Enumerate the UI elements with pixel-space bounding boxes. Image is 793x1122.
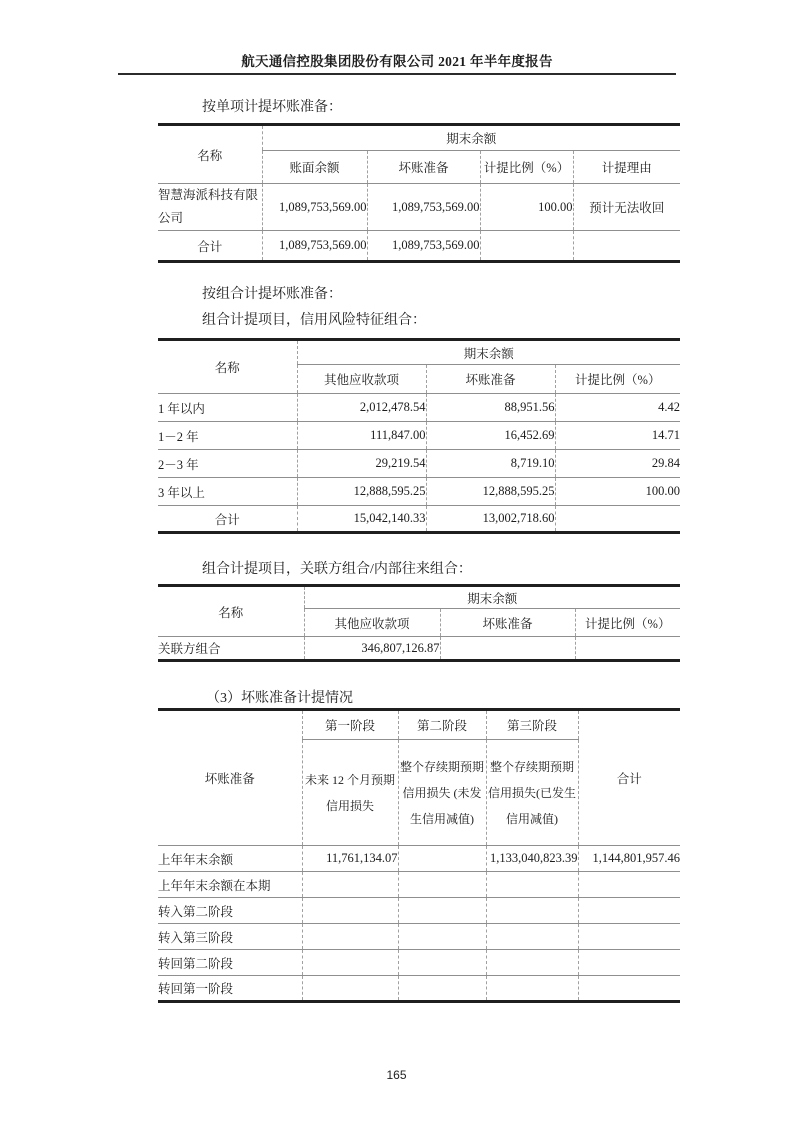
- table-row: [158, 394, 680, 422]
- cell-total-value: [578, 898, 680, 924]
- cell-bad-debt-provision: 88,951.56: [426, 394, 555, 422]
- cell-total-label: 合计: [158, 506, 297, 533]
- cell-other-receivables: 12,888,595.25: [297, 478, 426, 506]
- column-header-book-balance: 账面余额: [262, 151, 367, 184]
- cell-total-value: 1,144,801,957.46: [578, 846, 680, 872]
- cell-stage3-value: 1,133,040,823.39: [486, 846, 578, 872]
- cell-stage2-value: [398, 846, 486, 872]
- cell-row-label: 转入第二阶段: [158, 898, 302, 924]
- group-header-period-end-balance: 期末余额: [304, 586, 680, 609]
- cell-total-provision-reason: [573, 231, 680, 262]
- credit-risk-group-table: [158, 338, 680, 534]
- section-heading-provision-status: （3）坏账准备计提情况: [206, 691, 353, 706]
- provision-stages-table: [158, 708, 680, 1003]
- column-header-provision-reason: 计提理由: [573, 151, 680, 184]
- cell-provision-reason: 预计无法收回: [573, 184, 680, 231]
- section-heading-single-item: 按单项计提坏账准备：: [202, 100, 342, 115]
- column-header-bad-debt-provision: 坏账准备: [426, 365, 555, 394]
- table-row: [158, 422, 680, 450]
- cell-stage2-value: [398, 976, 486, 1002]
- cell-row-label: 转回第一阶段: [158, 976, 302, 1002]
- cell-other-receivables: 29,219.54: [297, 450, 426, 478]
- cell-provision-ratio: [575, 637, 680, 661]
- stage2-description: 整个存续期预期信用损失 (未发生信用减值): [398, 740, 486, 846]
- cell-total-value: [578, 872, 680, 898]
- table-row: [158, 184, 680, 231]
- cell-aging-label: 1 年以内: [158, 394, 297, 422]
- group-header-period-end-balance: 期末余额: [297, 340, 680, 365]
- table-row: [158, 898, 680, 924]
- cell-total-value: [578, 950, 680, 976]
- cell-total-value: [578, 976, 680, 1002]
- cell-other-receivables: 2,012,478.54: [297, 394, 426, 422]
- column-header-name: 名称: [218, 605, 244, 620]
- column-header-provision-ratio: 计提比例（%）: [555, 365, 680, 394]
- column-header-total: 合计: [578, 710, 680, 846]
- table-row: [158, 478, 680, 506]
- cell-stage2-value: [398, 898, 486, 924]
- related-party-group-table: [158, 584, 680, 662]
- cell-total-book-balance: 1,089,753,569.00: [262, 231, 367, 262]
- cell-stage1-value: [302, 976, 398, 1002]
- cell-bad-debt-provision: 12,888,595.25: [426, 478, 555, 506]
- column-header-stage2: 第二阶段: [398, 710, 486, 740]
- table-row: [158, 637, 680, 661]
- cell-group-label: 关联方组合: [158, 637, 304, 661]
- column-header-name: 名称: [214, 361, 240, 375]
- section-heading-by-group: 按组合计提坏账准备：: [202, 287, 342, 302]
- cell-stage1-value: [302, 872, 398, 898]
- cell-total-value: [578, 924, 680, 950]
- cell-bad-debt-provision: 1,089,753,569.00: [367, 184, 480, 231]
- cell-bad-debt-provision: 16,452.69: [426, 422, 555, 450]
- column-header-bad-debt-provision: 坏账准备: [440, 609, 575, 637]
- column-header-name: 名称: [197, 148, 223, 163]
- cell-stage2-value: [398, 872, 486, 898]
- cell-book-balance: 1,089,753,569.00: [262, 184, 367, 231]
- cell-bad-debt-provision: [440, 637, 575, 661]
- cell-provision-ratio: 4.42: [555, 394, 680, 422]
- table-total-row: [158, 231, 680, 262]
- column-header-stage1: 第一阶段: [302, 710, 398, 740]
- cell-aging-label: 3 年以上: [158, 478, 297, 506]
- cell-provision-ratio: 14.71: [555, 422, 680, 450]
- cell-stage2-value: [398, 950, 486, 976]
- cell-stage1-value: [302, 924, 398, 950]
- section-heading-credit-risk-group: 组合计提项目，信用风险特征组合：: [202, 313, 426, 328]
- cell-stage1-value: 11,761,134.07: [302, 846, 398, 872]
- cell-stage3-value: [486, 924, 578, 950]
- stage3-description: 整个存续期预期信用损失(已发生信用减值): [486, 740, 578, 846]
- header-rule: [118, 73, 676, 75]
- cell-total-other-receivables: 15,042,140.33: [297, 506, 426, 533]
- cell-other-receivables: 346,807,126.87: [304, 637, 440, 661]
- cell-stage3-value: [486, 976, 578, 1002]
- table-row: [158, 846, 680, 872]
- table-total-row: [158, 506, 680, 533]
- page-content: [118, 0, 681, 1003]
- stage1-description: 未来 12 个月预期信用损失: [302, 740, 398, 846]
- table-row: [158, 872, 680, 898]
- cell-aging-label: 2－3 年: [158, 450, 297, 478]
- cell-provision-ratio: 29.84: [555, 450, 680, 478]
- cell-entity-name: 智慧海派科技有限公司: [158, 184, 262, 231]
- cell-row-label: 转入第三阶段: [158, 924, 302, 950]
- cell-other-receivables: 111,847.00: [297, 422, 426, 450]
- cell-total-bad-debt-provision: 13,002,718.60: [426, 506, 555, 533]
- cell-stage3-value: [486, 898, 578, 924]
- table-row: [158, 924, 680, 950]
- section-heading-related-party-group: 组合计提项目，关联方组合/内部往来组合：: [202, 562, 472, 577]
- page-number: 165: [386, 1068, 407, 1082]
- column-header-other-receivables: 其他应收款项: [304, 609, 440, 637]
- cell-total-provision-ratio: [480, 231, 573, 262]
- cell-total-bad-debt-provision: 1,089,753,569.00: [367, 231, 480, 262]
- cell-stage2-value: [398, 924, 486, 950]
- column-header-provision-ratio: 计提比例（%）: [480, 151, 573, 184]
- cell-stage1-value: [302, 950, 398, 976]
- cell-row-label: 上年年末余额: [158, 846, 302, 872]
- cell-provision-ratio: 100.00: [480, 184, 573, 231]
- column-header-stage3: 第三阶段: [486, 710, 578, 740]
- cell-stage3-value: [486, 950, 578, 976]
- cell-aging-label: 1－2 年: [158, 422, 297, 450]
- cell-stage3-value: [486, 872, 578, 898]
- group-header-period-end-balance: 期末余额: [262, 125, 680, 151]
- single-item-provision-table: [158, 123, 680, 263]
- table-row: [158, 976, 680, 1002]
- page-header-title: 航天通信控股集团股份有限公司 2021 年半年度报告: [241, 54, 553, 69]
- cell-bad-debt-provision: 8,719.10: [426, 450, 555, 478]
- column-header-other-receivables: 其他应收款项: [297, 365, 426, 394]
- cell-stage1-value: [302, 898, 398, 924]
- cell-total-provision-ratio: [555, 506, 680, 533]
- column-header-provision-ratio: 计提比例（%）: [575, 609, 680, 637]
- cell-row-label: 转回第二阶段: [158, 950, 302, 976]
- table-row: [158, 950, 680, 976]
- cell-row-label: 上年年末余额在本期: [158, 872, 302, 898]
- table-row: [158, 450, 680, 478]
- column-header-bad-debt-provision: 坏账准备: [367, 151, 480, 184]
- cell-total-label: 合计: [158, 231, 262, 262]
- cell-provision-ratio: 100.00: [555, 478, 680, 506]
- column-header-bad-debt-provision: 坏账准备: [204, 772, 255, 786]
